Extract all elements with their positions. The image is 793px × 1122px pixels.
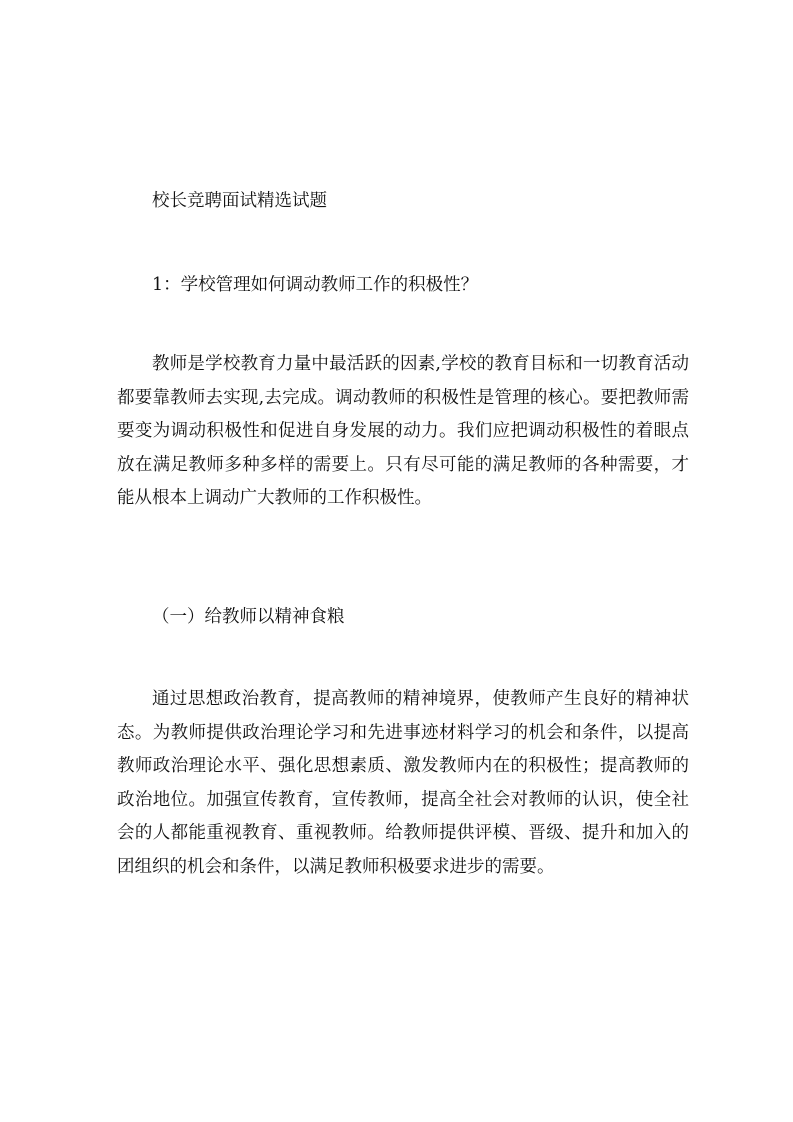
question-heading: 1：学校管理如何调动教师工作的积极性？	[152, 275, 479, 295]
body-paragraph-1: 教师是学校教育力量中最活跃的因素,学校的教育目标和一切教育活动都要靠教师去实现,去完成。调动教师的积极性是管理的核心。要把教师需要变为调动积极性和促进自身发展的动力。我们应把调动积极性的着眼点放在满足教师多种多样的需要上。只有尽可能的满足教师的各种需要，才能从根本上调动广大教师的工作积极性。	[117, 354, 689, 508]
body-paragraph-2: 通过思想政治教育，提高教师的精神境界，使教师产生良好的精神状态。为教师提供政治理论学习和先进事迹材料学习的机会和条件，以提高教师政治理论水平、强化思想素质、激发教师内在的积极性；提高教师的政治地位。加强宣传教育，宣传教师，提高全社会对教师的认识，使全社会的人都能重视教育、重视教师。给教师提供评模、晋级、提升和加入的团组织的机会和条件，以满足教师积极要求进步的需要。	[117, 689, 689, 877]
document-title: 校长竞聘面试精选试题	[152, 191, 327, 211]
section-heading-1: （一）给教师以精神食粮	[152, 607, 345, 627]
